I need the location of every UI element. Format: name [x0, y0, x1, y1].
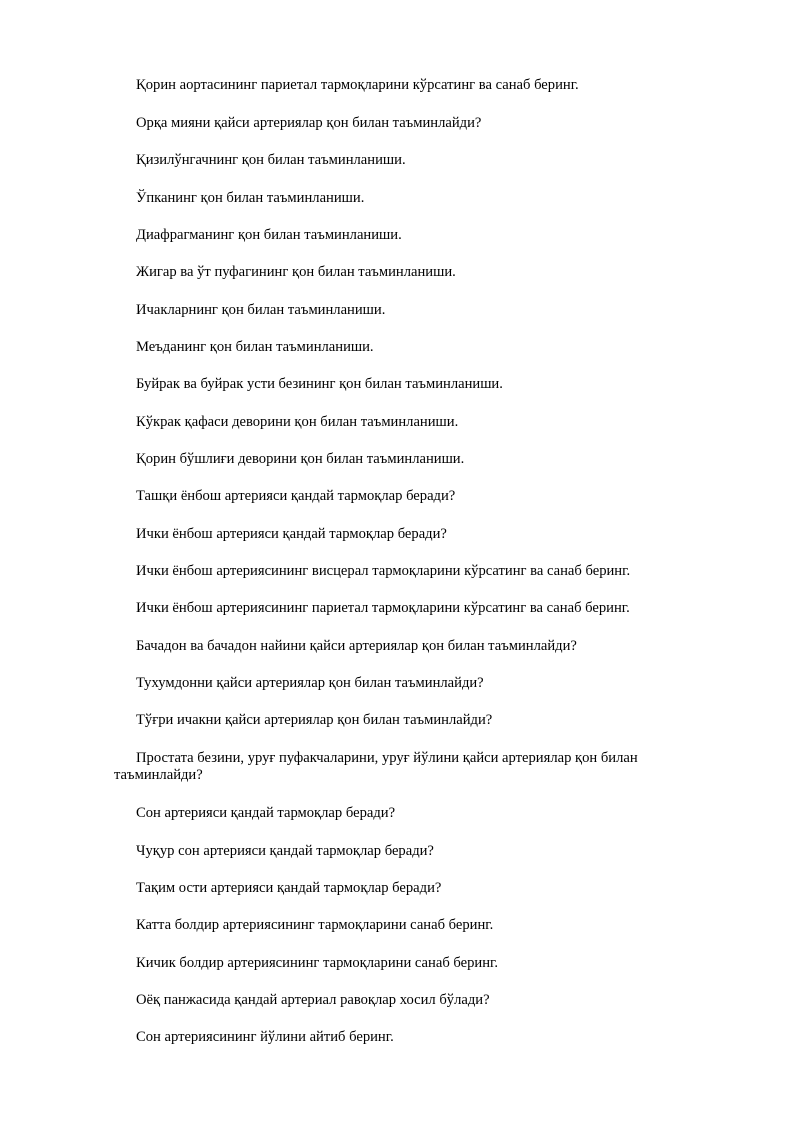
question-9: Буйрак ва буйрак усти безининг қон билан таъминланиши.	[136, 376, 503, 392]
question-12: Ташқи ёнбош артерияси қандай тармоқлар беради?	[136, 488, 456, 504]
question-17: Тухумдонни қайси артериялар қон билан таъминлайди?	[136, 675, 484, 691]
question-13: Ички ёнбош артерияси қандай тармоқлар беради?	[136, 526, 447, 542]
question-1: Қорин аортасининг париетал тармоқларини кўрсатинг ва санаб беринг.	[136, 77, 579, 93]
question-6: Жигар ва ўт пуфагининг қон билан таъминланиши.	[136, 264, 456, 280]
question-2: Орқа мияни қайси артериялар қон билан таъминлайди?	[136, 115, 482, 131]
question-14: Ички ёнбош артериясининг висцерал тармоқларини кўрсатинг ва санаб беринг.	[136, 563, 631, 579]
question-4: Ўпканинг қон билан таъминланиши.	[136, 190, 365, 206]
question-10: Кўкрак қафаси деворини қон билан таъминланиши.	[136, 414, 459, 430]
question-3: Қизилўнгачнинг қон билан таъминланиши.	[136, 152, 406, 168]
question-16: Бачадон ва бачадон найини қайси артериялар қон билан таъминлайди?	[136, 638, 577, 654]
question-8: Меъданинг қон билан таъминланиши.	[136, 339, 374, 355]
question-23: Катта болдир артериясининг тармоқларини санаб беринг.	[136, 917, 494, 933]
question-19: Простата безини, уруғ пуфакчаларини, уруғ йўлини қайси артериялар қон билан таъминлайди?	[114, 750, 638, 783]
question-20: Сон артерияси қандай тармоқлар беради?	[136, 805, 396, 821]
question-22: Тақим ости артерияси қандай тармоқлар беради?	[136, 880, 442, 896]
question-25: Оёқ панжасида қандай артериал равоқлар хосил бўлади?	[136, 992, 490, 1008]
question-18: Тўғри ичакни қайси артериялар қон билан таъминлайди?	[136, 712, 493, 728]
question-21: Чуқур сон артерияси қандай тармоқлар беради?	[136, 843, 434, 859]
question-26: Сон артериясининг йўлини айтиб беринг.	[136, 1029, 394, 1045]
question-5: Диафрагманинг қон билан таъминланиши.	[136, 227, 402, 243]
question-15: Ички ёнбош артериясининг париетал тармоқларини кўрсатинг ва санаб беринг.	[136, 600, 630, 616]
question-24: Кичик болдир артериясининг тармоқларини санаб беринг.	[136, 955, 499, 971]
question-11: Қорин бўшлиғи деворини қон билан таъминланиши.	[136, 451, 465, 467]
question-7: Ичакларнинг қон билан таъминланиши.	[136, 302, 386, 318]
